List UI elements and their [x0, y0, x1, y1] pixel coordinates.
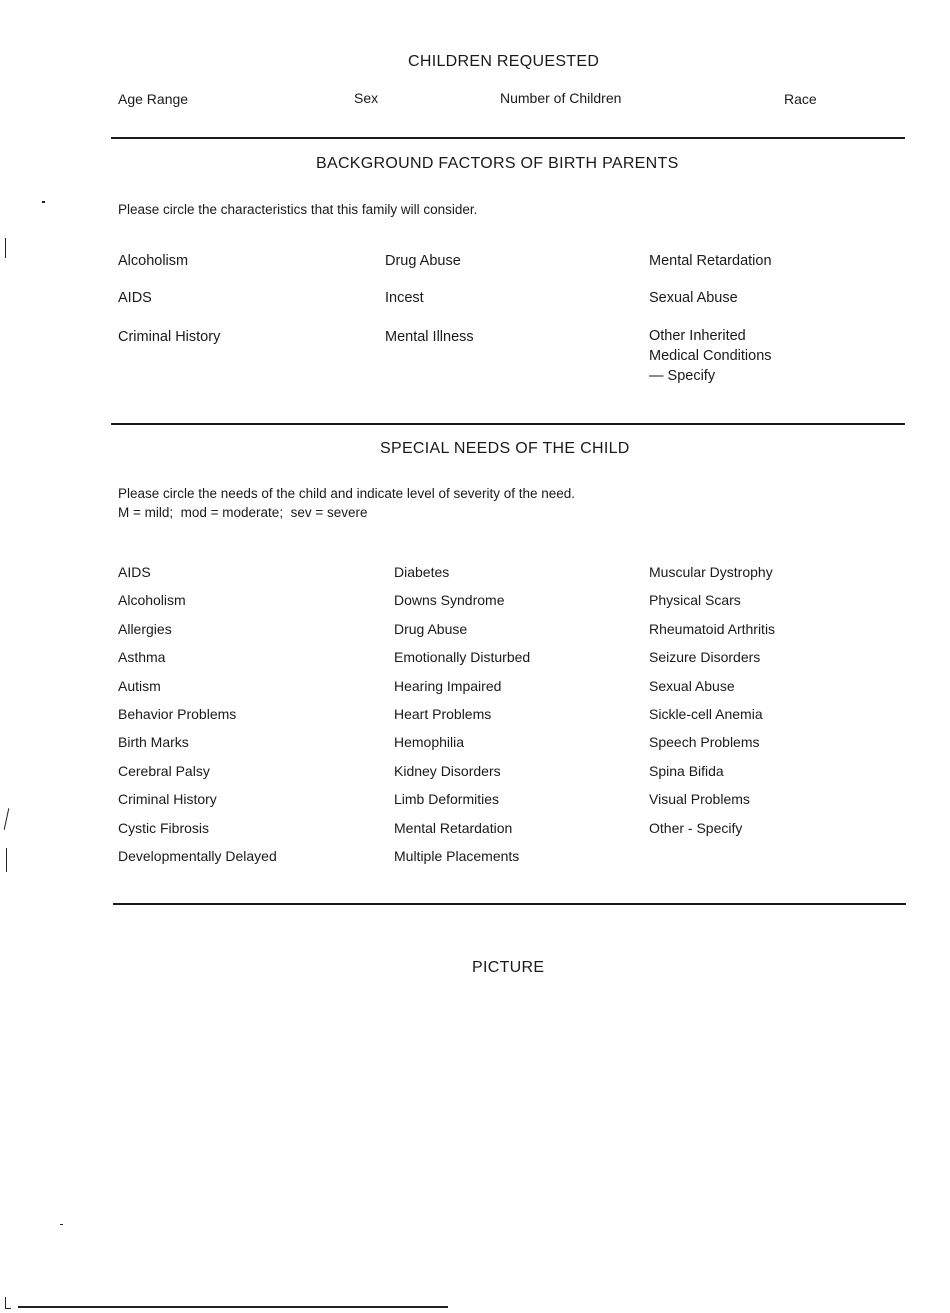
list-item: Muscular Dystrophy — [649, 564, 773, 580]
list-item: Emotionally Disturbed — [394, 649, 531, 666]
list-item: Spina Bifida — [649, 762, 724, 779]
picture-heading: PICTURE — [472, 959, 545, 976]
list-item: Alcoholism — [118, 592, 186, 609]
scan-artifact-edge-mark — [5, 238, 6, 258]
special-needs-heading: SPECIAL NEEDS OF THE CHILD — [380, 440, 630, 457]
other-inherited-line-2: Medical Conditions — [649, 348, 772, 364]
list-item: Allergies — [118, 620, 172, 637]
list-item: Mental Illness — [385, 329, 474, 345]
list-item: Behavior Problems — [118, 705, 237, 722]
list-item: Criminal History — [118, 791, 217, 808]
list-item: Diabetes — [394, 564, 450, 580]
other-inherited-line-3: — Specify — [649, 368, 716, 384]
section-divider-3 — [113, 903, 906, 905]
list-item: Speech Problems — [649, 734, 760, 751]
number-of-children-label: Number of Children — [500, 90, 622, 106]
list-item: Seizure Disorders — [649, 649, 761, 666]
list-item: Incest — [385, 290, 424, 306]
list-item: Drug Abuse — [385, 253, 461, 269]
list-item: Mental Retardation — [394, 819, 513, 836]
list-item: Cystic Fibrosis — [118, 819, 210, 836]
list-item: AIDS — [118, 564, 151, 580]
list-item: Heart Problems — [394, 705, 492, 722]
list-item: Mental Retardation — [649, 253, 772, 269]
list-item: Birth Marks — [118, 734, 189, 751]
other-inherited-line-1: Other Inherited — [649, 328, 746, 344]
special-needs-col-1 — [118, 562, 277, 874]
list-item: Drug Abuse — [394, 620, 468, 637]
list-item: Alcoholism — [118, 253, 189, 269]
list-item: Rheumatoid Arthritis — [649, 620, 776, 637]
scan-artifact-tick — [60, 1224, 63, 1225]
list-item: AIDS — [118, 290, 152, 306]
list-item: Kidney Disorders — [394, 762, 501, 779]
scan-artifact-tick — [42, 201, 45, 203]
list-item: Asthma — [118, 649, 166, 666]
list-item: Visual Problems — [649, 791, 750, 808]
list-item: Physical Scars — [649, 592, 741, 609]
list-item: Multiple Placements — [394, 847, 520, 864]
list-item: Hearing Impaired — [394, 677, 502, 694]
special-needs-col-3 — [649, 562, 775, 846]
scan-artifact-corner — [5, 1308, 11, 1309]
section-divider-2 — [111, 423, 905, 425]
background-instruction: Please circle the characteristics that this family will consider. — [118, 202, 478, 217]
scan-artifact-edge-mark — [6, 848, 7, 872]
list-item: Downs Syndrome — [394, 592, 505, 609]
children-requested-heading: CHILDREN REQUESTED — [408, 53, 600, 70]
list-item: Developmentally Delayed — [118, 847, 277, 864]
list-item: Cerebral Palsy — [118, 762, 210, 779]
list-item: Sexual Abuse — [649, 290, 738, 306]
list-item: Autism — [118, 677, 161, 694]
background-factors-heading: BACKGROUND FACTORS OF BIRTH PARENTS — [316, 155, 679, 172]
list-item: Criminal History — [118, 329, 221, 345]
special-needs-col-2 — [394, 562, 530, 874]
section-divider-1 — [111, 137, 905, 139]
list-item: Other - Specify — [649, 819, 743, 836]
sex-label: Sex — [354, 90, 379, 106]
scan-artifact-edge-mark — [4, 808, 10, 830]
page-bottom-edge — [18, 1306, 448, 1308]
special-needs-instruction: Please circle the needs of the child and indicate level of severity of the need. — [118, 486, 576, 501]
severity-legend: M = mild; mod = moderate; sev = severe — [118, 505, 368, 520]
list-item: Sexual Abuse — [649, 677, 735, 694]
list-item: Hemophilia — [394, 734, 465, 751]
list-item: Limb Deformities — [394, 791, 500, 808]
age-range-label: Age Range — [118, 91, 189, 107]
race-label: Race — [784, 91, 817, 107]
list-item: Sickle-cell Anemia — [649, 705, 763, 722]
